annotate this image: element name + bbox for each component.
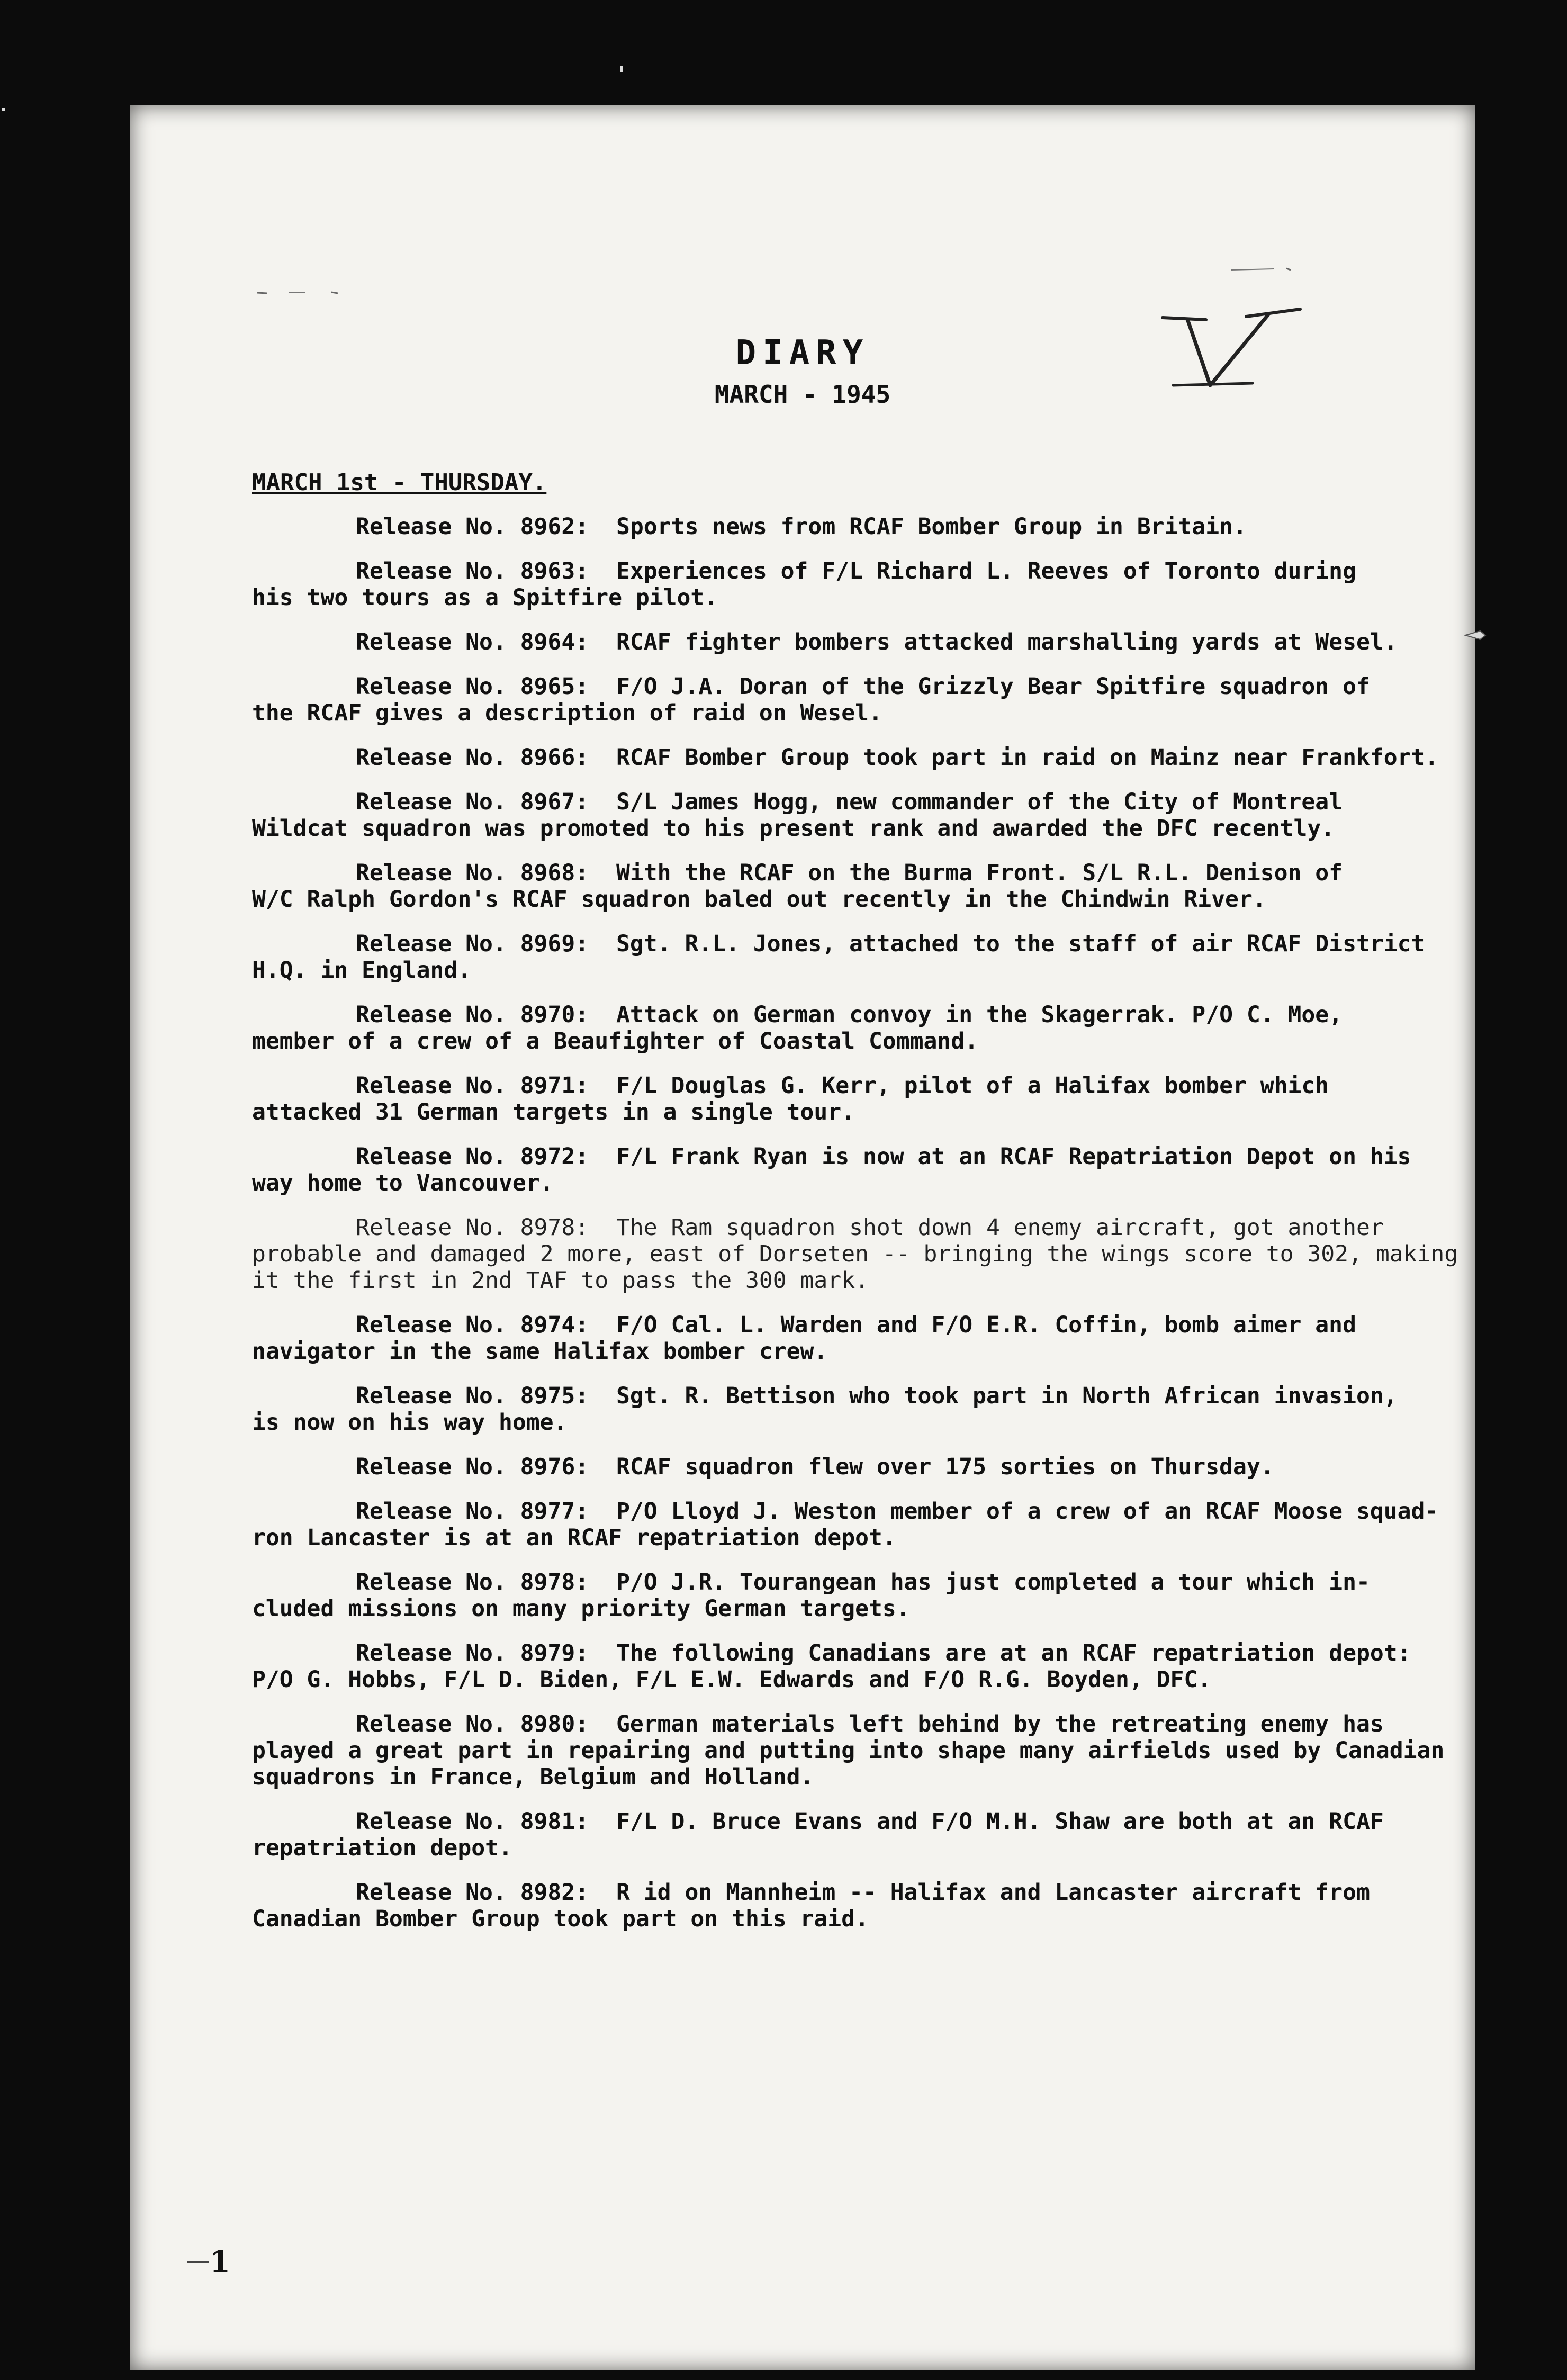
release-entry [252, 1808, 1470, 1861]
release-description: F/L D. Bruce Evans and F/O M.H. Shaw are both at an RCAF repatriation depot. [252, 1808, 1384, 1861]
release-number: Release No. 8965: [356, 673, 589, 700]
release-number: Release No. 8971: [356, 1072, 589, 1099]
release-number: Release No. 8964: [356, 629, 589, 655]
release-description: Sgt. R. Bettison who took part in North African invasion, is now on his way home. [252, 1383, 1398, 1436]
release-description: R id on Mannheim -- Halifax and Lancaster aircraft from Canadian Bomber Group took part on this raid. [252, 1879, 1370, 1932]
release-number: Release No. 8978: [356, 1214, 589, 1241]
document-title: DIARY [735, 333, 870, 373]
release-entry [252, 1640, 1470, 1693]
release-entry [252, 1498, 1470, 1551]
release-description: The following Canadians are at an RCAF repatriation depot: P/O G. Hobbs, F/L D. Biden, F/L E.W. Edwards and F/O R.G. Boyden, DFC. [252, 1640, 1411, 1693]
release-number: Release No. 8966: [356, 744, 589, 771]
release-entries-list [252, 513, 1470, 1950]
release-description: Experiences of F/L Richard L. Reeves of Toronto during his two tours as a Spitfire pilot. [252, 558, 1356, 611]
release-description: P/O Lloyd J. Weston member of a crew of an RCAF Moose squad- ron Lancaster is at an RCAF repatriation depot. [252, 1498, 1439, 1551]
release-number: Release No. 8976: [356, 1454, 589, 1480]
document-page [130, 105, 1475, 2370]
release-description: S/L James Hogg, new commander of the City of Montreal Wildcat squadron was promoted to his present rank and awarded the DFC recently. [252, 789, 1343, 842]
release-description: Sgt. R.L. Jones, attached to the staff of air RCAF District H.Q. in England. [252, 931, 1425, 984]
handwritten-roman-numeral-mark [1157, 306, 1305, 391]
release-entry [252, 558, 1470, 611]
release-entry [252, 1214, 1470, 1294]
date-heading: MARCH 1st - THURSDAY. [252, 469, 547, 496]
page-edge-clip [1464, 629, 1488, 642]
document-subtitle: MARCH - 1945 [714, 380, 891, 409]
film-speck [2, 108, 5, 111]
release-entry [252, 513, 1470, 540]
release-number: Release No. 8963: [356, 558, 589, 584]
release-number: Release No. 8982: [356, 1879, 589, 1906]
release-entry [252, 1072, 1470, 1125]
release-number: Release No. 8970: [356, 1002, 589, 1028]
release-description: F/O Cal. L. Warden and F/O E.R. Coffin, bomb aimer and navigator in the same Halifax bomber crew. [252, 1312, 1356, 1365]
pen-scratch [257, 290, 342, 295]
release-entry [252, 789, 1470, 842]
release-entry [252, 1454, 1470, 1480]
release-description: With the RCAF on the Burma Front. S/L R.L. Denison of W/C Ralph Gordon's RCAF squadron baled out recently in the Chindwin River. [252, 860, 1343, 913]
release-entry [252, 1002, 1470, 1054]
release-description: Attack on German convoy in the Skagerrak. P/O C. Moe, member of a crew of a Beaufighter of Coastal Command. [252, 1002, 1343, 1054]
release-number: Release No. 8977: [356, 1498, 589, 1525]
release-description: Sports news from RCAF Bomber Group in Britain. [616, 513, 1247, 540]
release-description: F/L Frank Ryan is now at an RCAF Repatriation Depot on his way home to Vancouver. [252, 1143, 1411, 1196]
diary-document [130, 105, 1475, 2370]
release-entry [252, 860, 1470, 913]
release-number: Release No. 8962: [356, 513, 589, 540]
release-entry [252, 1312, 1470, 1365]
release-entry [252, 1711, 1470, 1790]
release-number: Release No. 8969: [356, 931, 589, 957]
release-description: RCAF squadron flew over 175 sorties on Thursday. [616, 1454, 1274, 1480]
release-number: Release No. 8968: [356, 860, 589, 886]
release-description: F/L Douglas G. Kerr, pilot of a Halifax bomber which attacked 31 German targets in a single tour. [252, 1072, 1329, 1125]
release-entry [252, 673, 1470, 726]
pen-scratch [1231, 267, 1295, 272]
release-number: Release No. 8978: [356, 1569, 589, 1595]
release-number: Release No. 8979: [356, 1640, 589, 1666]
release-description: German materials left behind by the retreating enemy has played a great part in repairing and putting into shape many airfields used by Canadian squadrons in France, Belgium and Holland. [252, 1711, 1445, 1790]
release-entry [252, 1569, 1470, 1622]
release-description: F/O J.A. Doran of the Grizzly Bear Spitfire squadron of the RCAF gives a description of raid on Wesel. [252, 673, 1370, 726]
release-number: Release No. 8974: [356, 1312, 589, 1338]
release-number: Release No. 8967: [356, 789, 589, 815]
release-entry [252, 744, 1470, 771]
release-description: RCAF fighter bombers attacked marshalling yards at Wesel. [616, 629, 1398, 655]
release-entry [252, 1383, 1470, 1436]
release-description: The Ram squadron shot down 4 enemy aircraft, got another probable and damaged 2 more, east of Dorseten -- bringing the wings score to 302, making it the first in 2nd TAF to pass the 300 mark. [252, 1214, 1458, 1294]
release-description: P/O J.R. Tourangean has just completed a tour which in- cluded missions on many priority German targets. [252, 1569, 1370, 1622]
release-number: Release No. 8980: [356, 1711, 589, 1737]
release-number: Release No. 8975: [356, 1383, 589, 1409]
page-number: 1 [210, 2244, 230, 2279]
release-entry [252, 1879, 1470, 1932]
page-number-tick [187, 2261, 209, 2263]
release-number: Release No. 8981: [356, 1808, 589, 1835]
release-entry [252, 629, 1470, 655]
film-speck [620, 66, 623, 72]
release-number: Release No. 8972: [356, 1143, 589, 1170]
release-entry [252, 931, 1470, 984]
release-description: RCAF Bomber Group took part in raid on Mainz near Frankfort. [616, 744, 1439, 771]
release-entry [252, 1143, 1470, 1196]
